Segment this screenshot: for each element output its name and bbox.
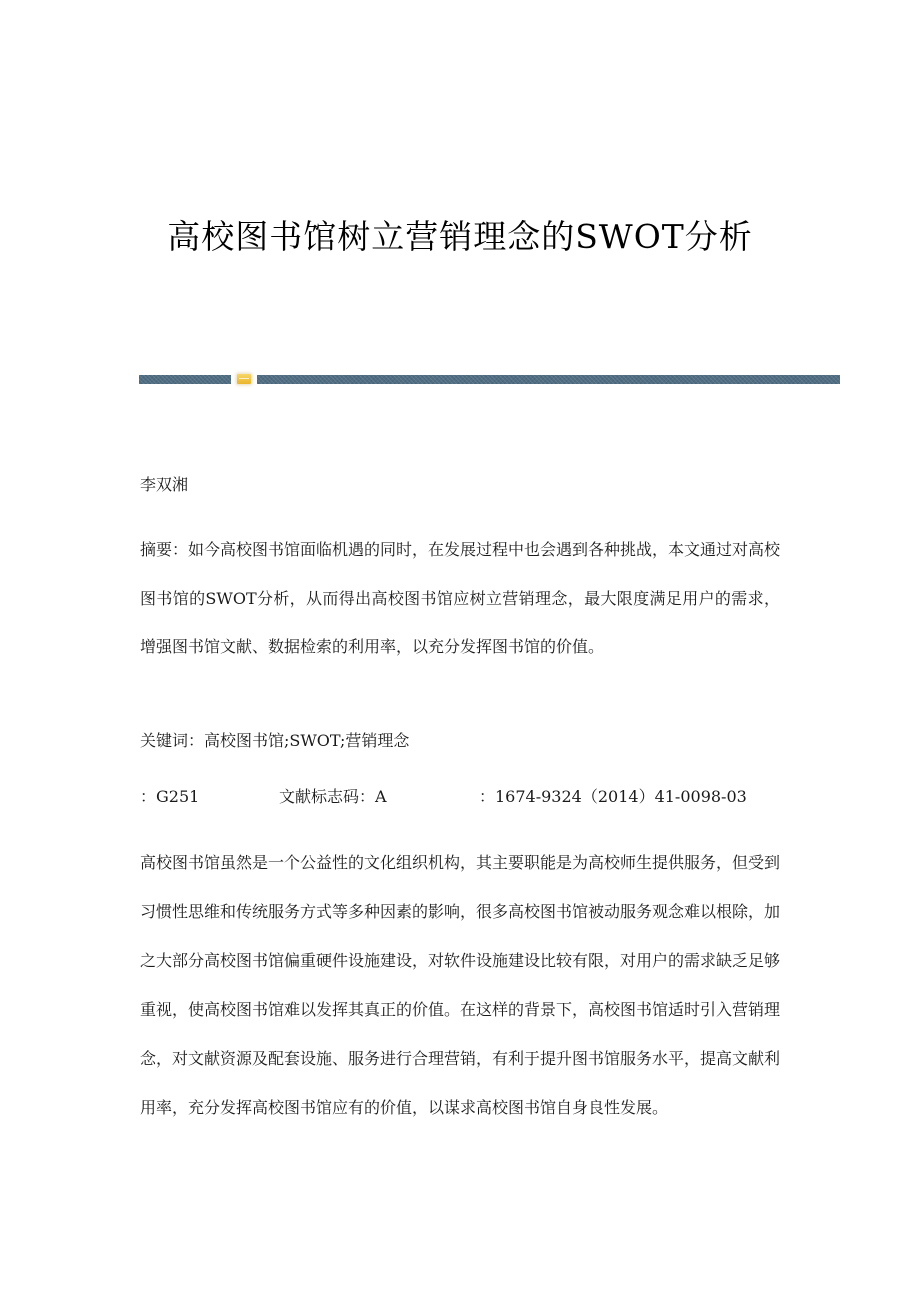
document-code: 文献标志码：A <box>279 787 387 806</box>
envelope-emblem-icon <box>237 374 251 384</box>
keywords-line: 关键词：高校图书馆;SWOT;营销理念 <box>140 731 410 750</box>
title-separator <box>139 375 840 384</box>
classification-number: ：G251 <box>140 787 200 806</box>
metadata-line <box>140 784 780 810</box>
abstract-paragraph: 摘要：如今高校图书馆面临机遇的同时，在发展过程中也会遇到各种挑战，本文通过对高校图书馆的SWOT分析，从而得出高校图书馆应树立营销理念，最大限度满足用户的需求，增强图书馆文献、数据检索的利用率，以充分发挥图书馆的价值。 <box>140 540 781 656</box>
body-paragraph: 高校图书馆虽然是一个公益性的文化组织机构，其主要职能是为高校师生提供服务，但受到习惯性思维和传统服务方式等多种因素的影响，很多高校图书馆被动服务观念难以根除，加之大部分高校图书馆偏重硬件设施建设，对软件设施建设比较有限，对用户的需求缺乏足够重视，使高校图书馆难以发挥其真正的价值。在这样的背景下，高校图书馆适时引入营销理念，对文献资源及配套设施、服务进行合理营销，有利于提升图书馆服务水平，提高文献利用率，充分发挥高校图书馆应有的价值，以谋求高校图书馆自身良性发展。 <box>140 853 781 1117</box>
author-name: 李双湘 <box>140 475 189 494</box>
separator-bar-left <box>139 375 231 384</box>
document-title: 高校图书馆树立营销理念的SWOT分析 <box>167 217 753 257</box>
separator-bar-right <box>257 375 840 384</box>
article-id: ：1674-9324（2014）41-0098-03 <box>479 787 747 806</box>
